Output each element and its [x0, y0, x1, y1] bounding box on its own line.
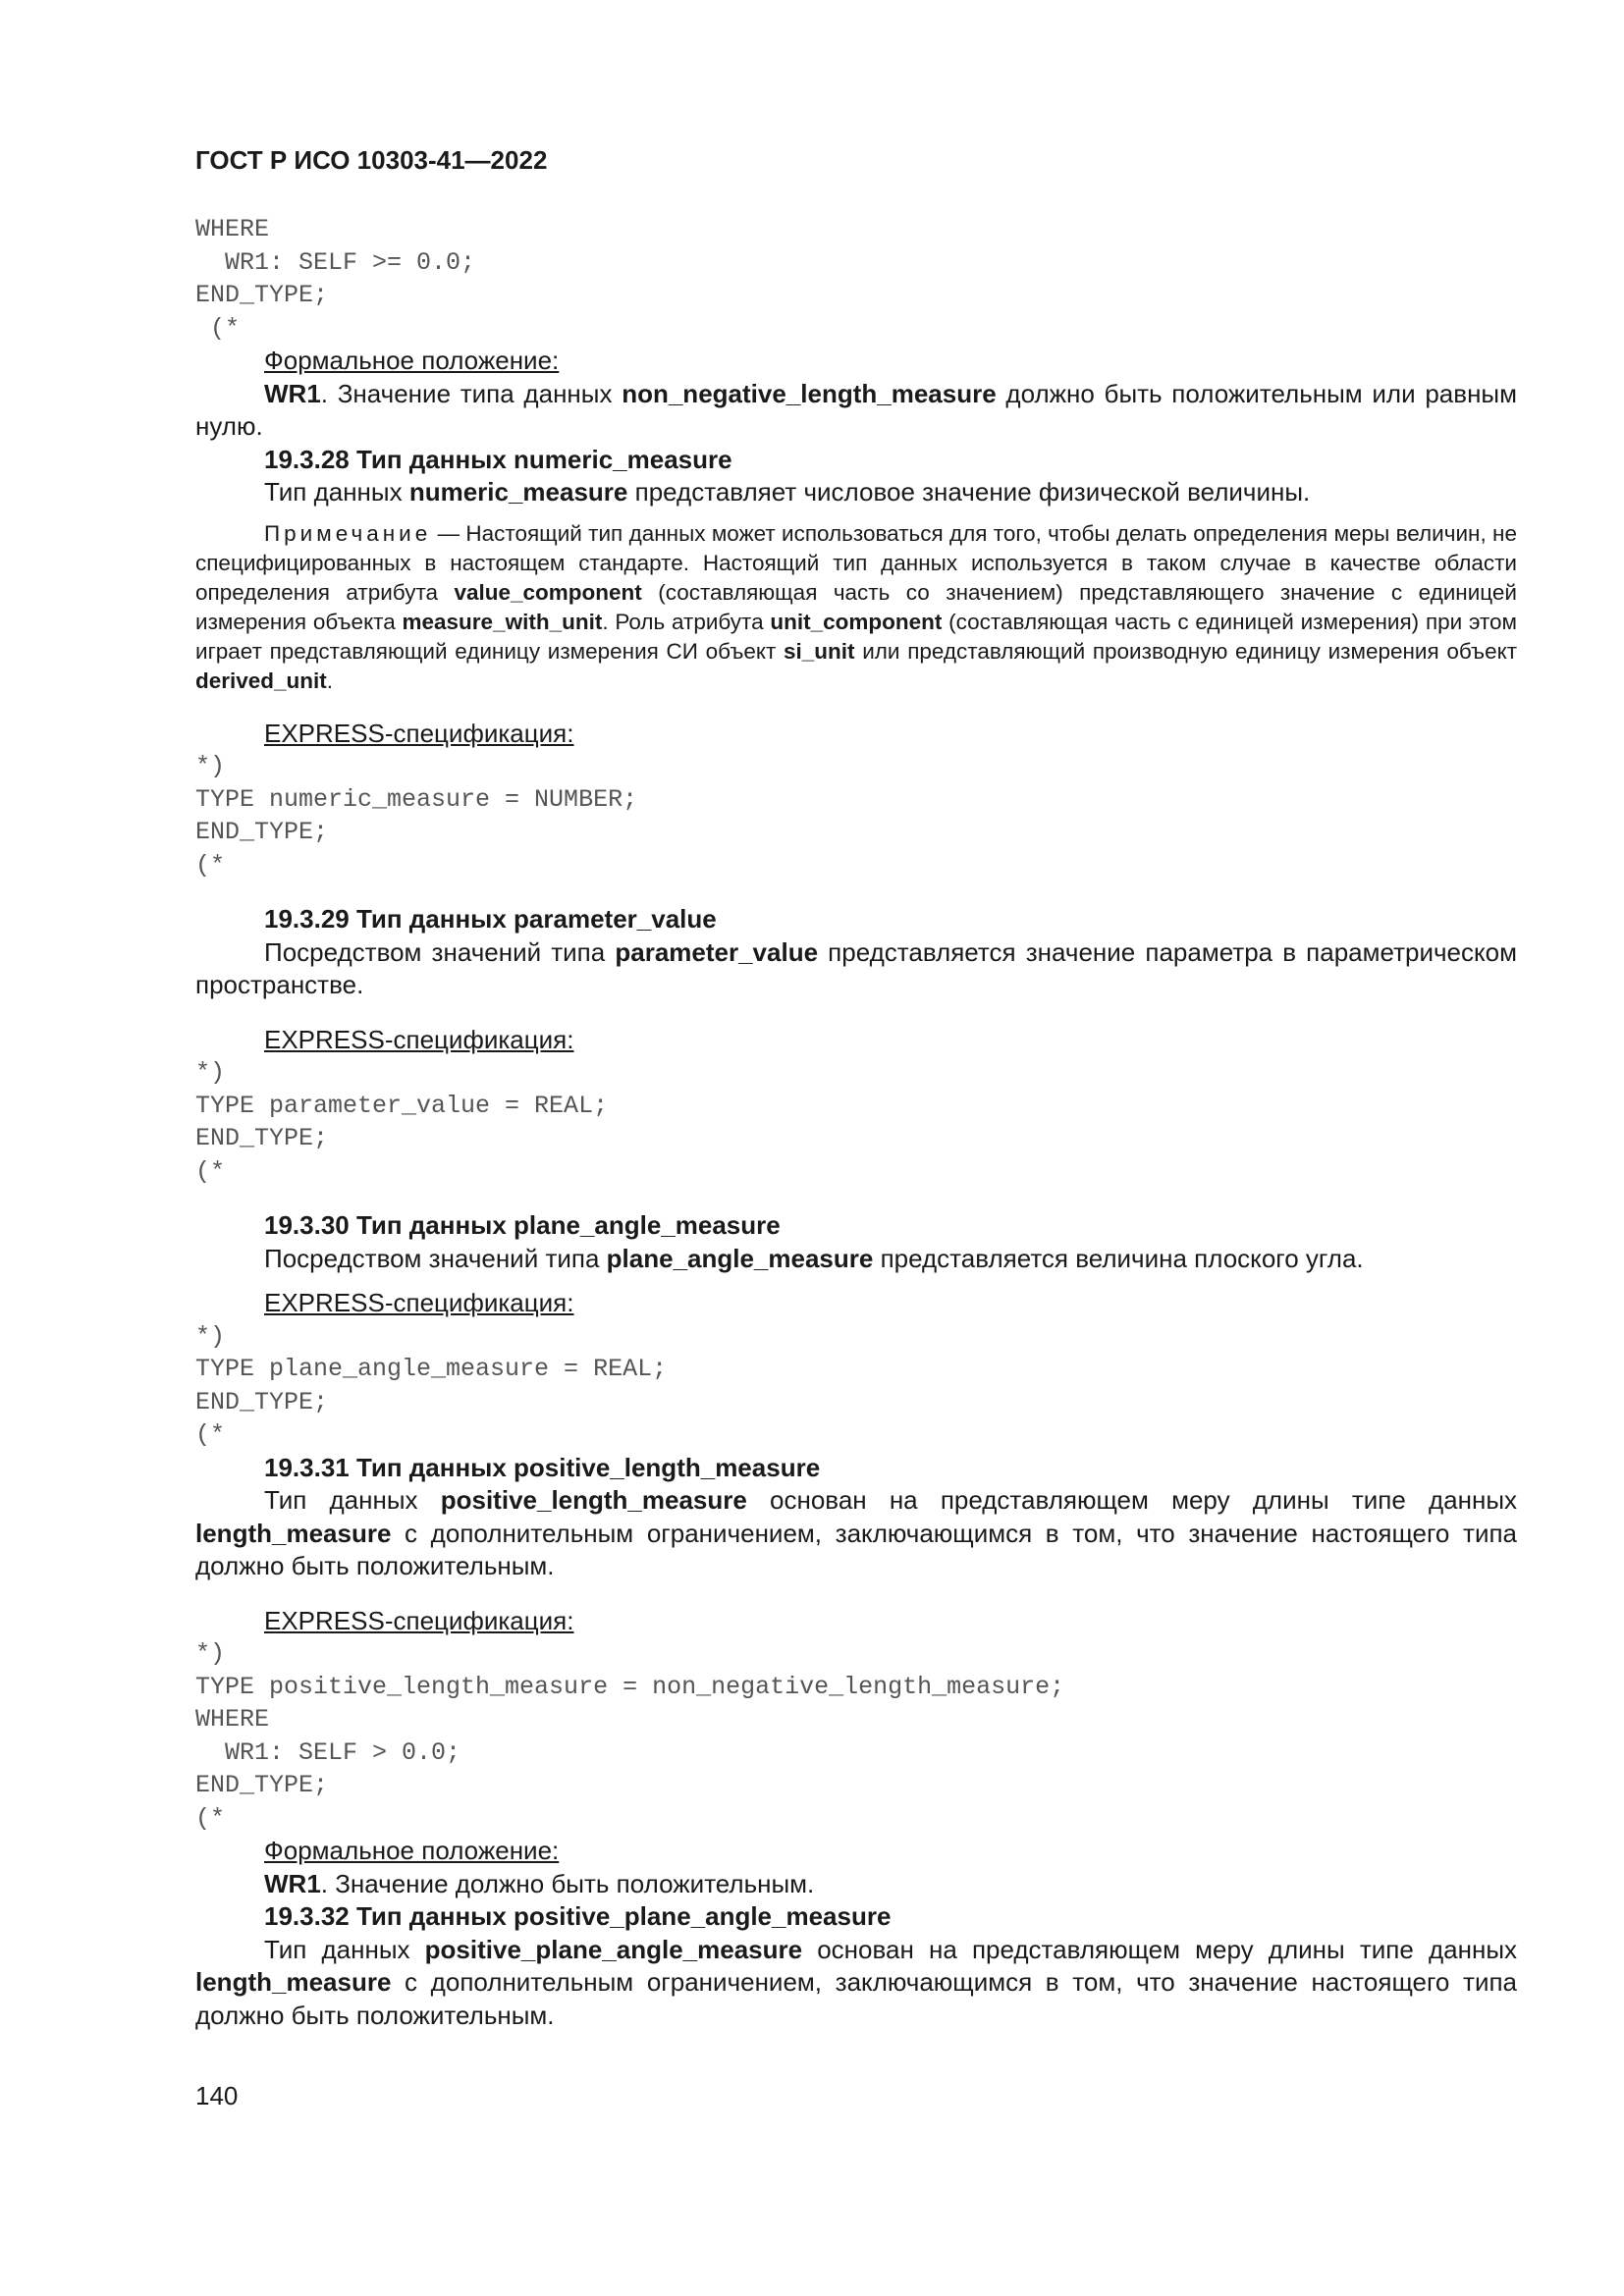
text-span: . Значение должно быть положительным. — [320, 1868, 815, 1898]
entity-name: si_unit — [784, 638, 855, 664]
entity-name: measure_with_unit — [402, 609, 603, 634]
express-label — [195, 1287, 1517, 1320]
section-19-3-28-title: 19.3.28 Тип данных numeric_measure — [264, 444, 732, 474]
attribute-name: unit_component — [770, 609, 943, 634]
type-name: length_measure — [195, 1967, 392, 1997]
page-number: 140 — [195, 2081, 239, 2110]
attribute-name: value_component — [454, 579, 642, 605]
text-span: должно быть положительным или равным нулю. — [195, 378, 1517, 441]
section-19-3-29-text — [195, 936, 1517, 1002]
section-19-3-28-text — [195, 476, 1517, 509]
text-span: основан на представляющем меру длины типе данных — [746, 1485, 1518, 1515]
text-span: Тип данных — [264, 1934, 425, 1964]
text-span: Посредством значений типа — [264, 1243, 607, 1273]
express-label-text: EXPRESS-спецификация: — [264, 718, 574, 748]
express-label-text: EXPRESS-спецификация: — [264, 1024, 574, 1054]
section-19-3-31-text — [195, 1484, 1517, 1583]
entity-name: derived_unit — [195, 667, 327, 693]
text-span: — Настоящий тип данных может использоваться для того, чтобы делать определения меры величин, не специфицированных в настоящем стандарте. Настоящий тип данных используется в таком случае в качестве области определения атрибута — [195, 520, 1517, 605]
note-lead: Примечание — [264, 520, 432, 546]
formal-label — [195, 345, 1517, 378]
express-label — [195, 1024, 1517, 1057]
type-name: plane_angle_measure — [606, 1243, 874, 1273]
text-span: с дополнительным ограничением, заключающимся в том, что значение настоящего типа должно быть положительным. — [195, 1518, 1517, 1580]
wr1-paragraph — [195, 378, 1517, 444]
type-name: positive_length_measure — [440, 1485, 747, 1515]
text-span: (составляющая часть со значением) представляющего значение с единицей измерения объекта — [195, 579, 1517, 634]
code-block-plane-angle-measure: *) TYPE plane_angle_measure = REAL; END_TYPE; (* — [195, 1321, 668, 1449]
type-name: numeric_measure — [408, 477, 628, 507]
text-span: основан на представляющем меру длины типе данных — [802, 1934, 1518, 1964]
text-span: представляется величина плоского угла. — [873, 1243, 1364, 1273]
express-label-text: EXPRESS-спецификация: — [264, 1605, 574, 1635]
section-19-3-30-text — [195, 1243, 1517, 1276]
text-span: (составляющая часть с единицей измерения) при этом играет представляющий единицу измерения СИ объект — [195, 609, 1517, 664]
text-span: . — [326, 667, 334, 693]
page-body — [195, 145, 1517, 2032]
document-header: ГОСТ Р ИСО 10303-41—2022 — [195, 145, 548, 175]
type-name: length_measure — [195, 1518, 392, 1548]
code-block-where: WHERE WR1: SELF >= 0.0; END_TYPE; (* — [195, 215, 476, 343]
wr1-label: WR1 — [264, 1868, 321, 1898]
wr1-label: WR1 — [264, 378, 321, 408]
formal-label-text: Формальное положение: — [264, 346, 560, 375]
code-block-parameter-value: *) TYPE parameter_value = REAL; END_TYPE; (* — [195, 1058, 609, 1186]
formal-label — [195, 1835, 1517, 1868]
section-19-3-29-title: 19.3.29 Тип данных parameter_value — [264, 904, 717, 934]
text-span: . Значение типа данных — [320, 378, 623, 408]
code-block-positive-length-measure: *) TYPE positive_length_measure = non_negative_length_measure; WHERE WR1: SELF > 0.0; END_TYPE; (* — [195, 1639, 1065, 1833]
text-span: Тип данных — [264, 477, 409, 507]
type-name: parameter_value — [615, 936, 819, 967]
text-span: с дополнительным ограничением, заключающимся в том, что значение настоящего типа должно быть положительным. — [195, 1967, 1517, 2030]
section-19-3-31-title: 19.3.31 Тип данных positive_length_measure — [264, 1452, 821, 1482]
note-paragraph — [195, 519, 1517, 696]
text-span: Тип данных — [264, 1485, 441, 1515]
text-span: . Роль атрибута — [602, 609, 771, 634]
section-19-3-30-title: 19.3.30 Тип данных plane_angle_measure — [264, 1210, 781, 1240]
express-label — [195, 1605, 1517, 1638]
text-span: Посредством значений типа — [264, 936, 616, 967]
section-19-3-32-title: 19.3.32 Тип данных positive_plane_angle_measure — [264, 1901, 892, 1931]
type-name: positive_plane_angle_measure — [424, 1934, 803, 1964]
code-block-numeric-measure: *) TYPE numeric_measure = NUMBER; END_TYPE; (* — [195, 752, 638, 880]
section-19-3-32-text — [195, 1934, 1517, 2033]
wr1-paragraph — [195, 1868, 1517, 1901]
type-name: non_negative_length_measure — [622, 378, 997, 408]
formal-label-text: Формальное положение: — [264, 1836, 560, 1865]
text-span: представляется значение параметра в параметрическом пространстве. — [195, 936, 1518, 999]
express-label-text: EXPRESS-спецификация: — [264, 1288, 574, 1317]
express-label — [195, 718, 1517, 751]
text-span: представляет числовое значение физической величины. — [627, 477, 1311, 507]
text-span: или представляющий производную единицу измерения объект — [854, 638, 1517, 664]
